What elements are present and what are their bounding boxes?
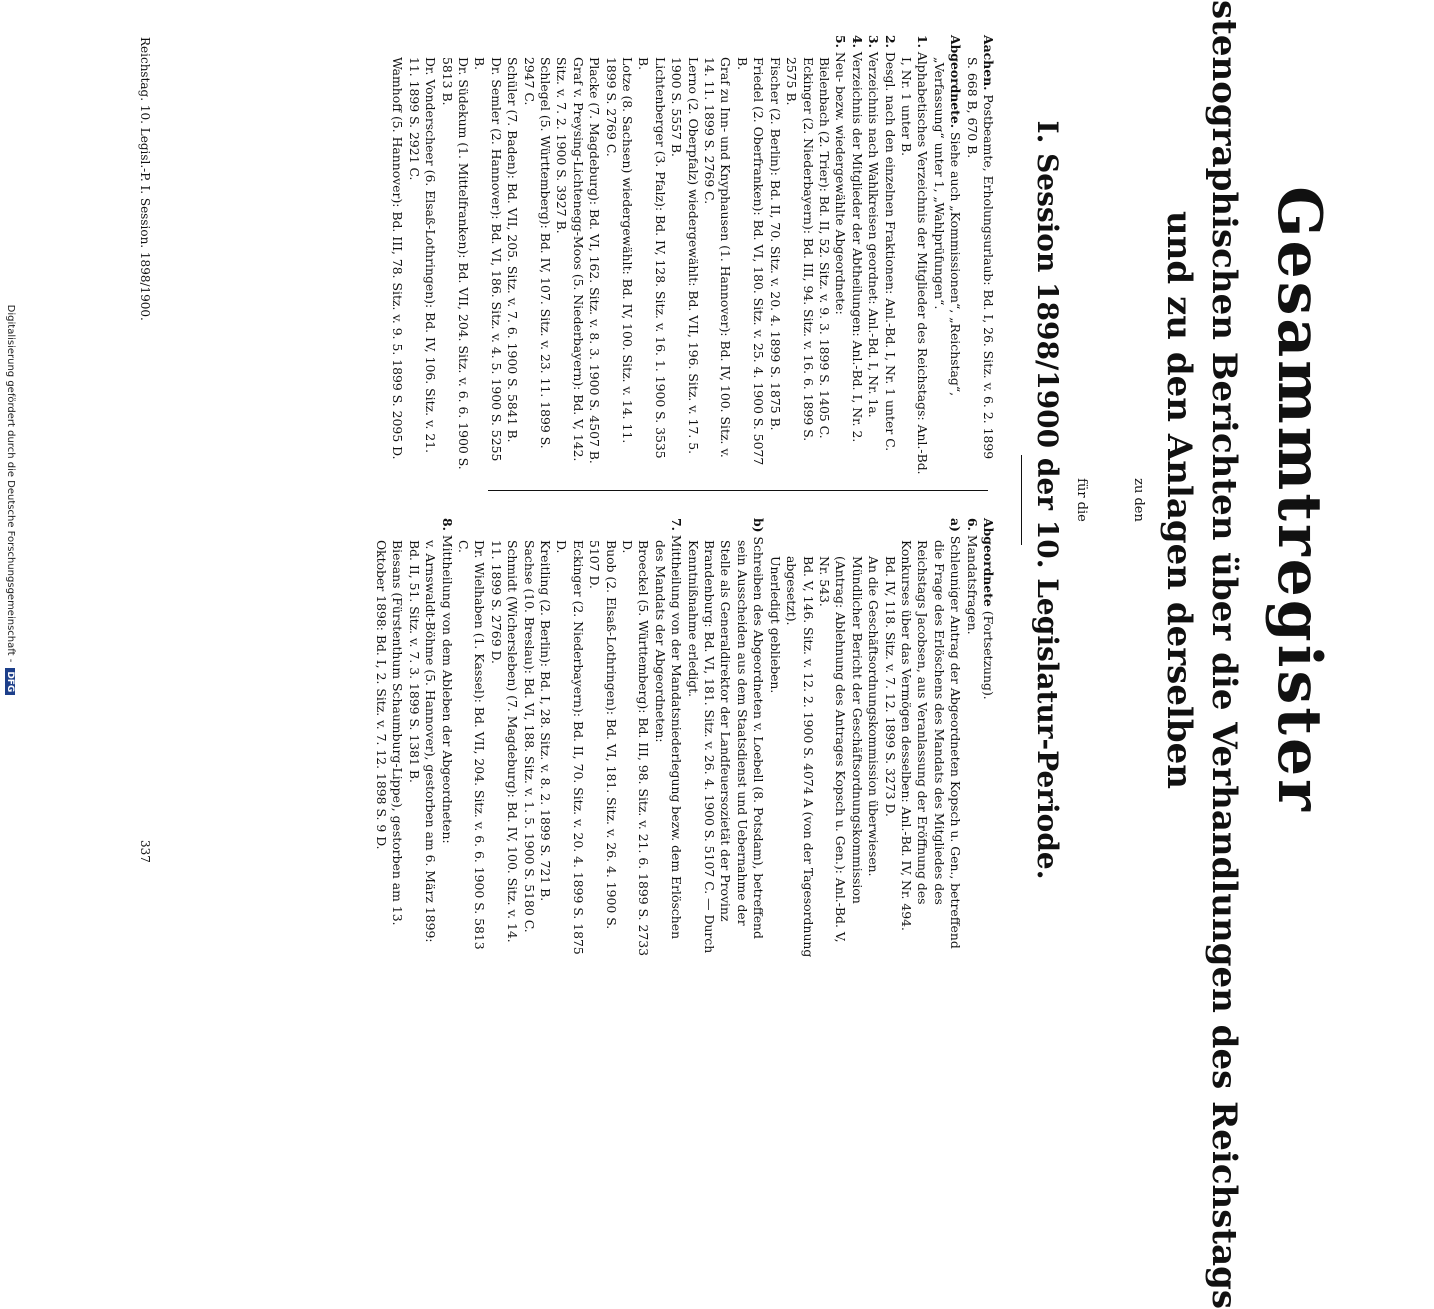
entry [520, 518, 536, 958]
entry-text: Bielenbach (2. Trier): Bd. II, 52. Sitz. v. 9. 3. 1899 S. 1405 C. [816, 57, 832, 439]
entry-text: Mittheilung von dem Ableben der Abgeordneten: [439, 534, 455, 844]
entry [520, 35, 553, 475]
entry [963, 518, 979, 958]
entry-text: Lerno (2. Oberpfalz) wiedergewählt: Bd. VII, 196. Sitz. v. 17. 5. 1900 S. 5557 B. [669, 57, 701, 455]
entry [553, 518, 586, 958]
entry-text: Bd. V, 146. Sitz. v. 12. 2. 1900 S. 4074 A (von der Tagesordnung abgesetzt). [784, 556, 816, 958]
entry-text: Neu- bezw. wiedergewählte Abgeordnete: [833, 51, 849, 315]
entry-head: a) [948, 518, 964, 532]
entry [783, 518, 816, 958]
entry-head: 4. [849, 35, 865, 48]
entry-text: Verzeichnis nach Wahlkreisen geordnet: Anl.-Bd. I, Nr. 1a. [866, 51, 882, 418]
entry-text: Verzeichnis der Mitglieder der Abtheilungen: Anl.-Bd. I, Nr. 2. [849, 51, 865, 443]
entry [471, 35, 504, 475]
entry [651, 518, 684, 958]
entry-head: Abgeordnete [981, 518, 996, 607]
entry [930, 35, 963, 475]
entry [455, 518, 488, 958]
entry [405, 518, 438, 958]
entry [701, 35, 734, 475]
left-column [389, 35, 996, 475]
entry-head: 7. [669, 518, 685, 531]
entry-text: Dr. Vonderscheer (6. Elsaß-Lothringen): Bd. IV, 106. Sitz. v. 21. 11. 1899 S. 2921 C. [406, 57, 439, 454]
entry [783, 35, 816, 475]
dfg-logo: DFG [5, 668, 15, 695]
page-number: 337 [138, 840, 152, 863]
entry [766, 518, 782, 958]
entry-text: Dr. Wielhaben (1. Kassel): Bd. VII, 204. Sitz. v. 6. 6. 1900 S. 5813 C. [456, 540, 488, 950]
entry [816, 518, 865, 958]
entry [668, 35, 701, 475]
entry-text: Eckinger (2. Niederbayern): Bd. II, 70. Sitz. v. 20. 4. 1899 S. 1875 D. [554, 540, 586, 955]
title-fuer-die: für die [1074, 478, 1089, 522]
title-session: I. Session 1898/1900 der 10. Legislatur-Periode. [1031, 120, 1064, 880]
entry-text: Kreitling (2. Berlin): Bd. I, 28. Sitz. v. 8. 2. 1899 S. 721 B. [538, 540, 554, 902]
entry-text: Wamhoff (5. Hannover): Bd. III, 78. Sitz. v. 9. 5. 1899 S. 2095 D. [390, 57, 406, 460]
entry-text: v. Arnswaldt-Böhme (5. Hannover), gestorben am 6. März 1899: Bd. II, 51. Sitz. v. 7. 3. 1899 S. 1381 B. [406, 540, 439, 943]
entry-text: Placke (7. Magdeburg): Bd. VI, 162. Sitz. v. 8. 3. 1900 S. 4507 B. [587, 57, 603, 464]
entry [734, 35, 767, 475]
entry-head: 6. [964, 518, 980, 531]
entry-text: Bd. IV, 118. Sitz. v. 7. 12. 1899 S. 3273 D. [882, 556, 898, 817]
entry-text: An die Geschäftsordnungskommission überwiesen. [866, 556, 882, 877]
title-zu-den: zu den [1131, 478, 1146, 522]
entry [438, 35, 471, 475]
entry [848, 35, 864, 475]
entry [602, 35, 635, 475]
entry-text: Schreiben des Abgeordneten v. Loebell (8. Potsdam), betreffend sein Ausscheiden aus dem Staatsdienst und Uebernahme der Stelle als Generaldirektor der Landfeuersozietät der Provinz Brandenburg: Bd. VI, 181. Sitz. v. 26. 4. 1900 S. 5107 C. — Durch Kenntnißnahme erledigt. [685, 536, 767, 954]
entry-text: Eckinger (2. Niederbayern): Bd. III, 94. Sitz. v. 16. 6. 1899 S. 2575 B. [784, 57, 816, 442]
entry-text: (Fortsetzung). [981, 610, 996, 700]
digitization-note [5, 0, 16, 1000]
entry-text: Sachse (10. Breslau): Bd. VI, 188. Sitz. v. 1. 5. 1900 S. 5180 C. [521, 540, 537, 933]
title-line-2: und zu den Anlagen derselben [1159, 210, 1199, 790]
entry-text: Dr. Südekum (1. Mittelfranken): Bd. VII, 204. Sitz. v. 6. 6. 1900 S. 5813 B. [439, 57, 471, 470]
entry-head: 8. [439, 518, 455, 531]
entry-head: 2. [882, 35, 898, 48]
entry-text: Graf zu Inn- und Knyphausen (1. Hannover): Bd. IV, 100. Sitz. v. 14. 11. 1899 S. 2769 C. [702, 57, 734, 458]
entry [865, 518, 881, 958]
entry [963, 35, 996, 475]
entry [504, 35, 520, 475]
entry-head: b) [751, 518, 767, 533]
entry [881, 35, 897, 475]
entry-head: 5. [833, 35, 849, 48]
entry-head: Aachen. [981, 35, 996, 91]
entry-text: Biesans (Fürstenthum Schaumburg-Lippe), gestorben am 13. Oktober 1898: Bd. I, 2. Sitz. v. 7. 12. 1898 S. 9 D. [373, 540, 406, 926]
right-column [373, 518, 996, 958]
entry [865, 35, 881, 475]
entry-text: Schlegel (5. Württemberg): Bd. IV, 107. Sitz. v. 23. 11. 1899 S. 2947 C. [521, 57, 554, 449]
entry-text: Schmidt (Wichersleben) (7. Magdeburg): Bd. IV, 100. Sitz. v. 14. 11. 1899 S. 2769 D. [488, 540, 521, 943]
entry [537, 518, 553, 958]
footer-left: Reichstag. 10. Legisl.-P. I. Session. 1898/1900. [138, 37, 152, 321]
entry-text: Lichtenberger (3. Pfalz): Bd. IV, 128. Sitz. v. 16. 1. 1900 S. 3535 B. [636, 57, 668, 459]
title-line-1: stenographischen Berichten über die Verhandlungen des Reichstags [1204, 0, 1244, 1309]
entry [635, 35, 668, 475]
entry-head: Abgeordnete. [948, 35, 964, 129]
entry-text: Unerledigt geblieben. [767, 556, 783, 694]
title-rule [1021, 455, 1022, 545]
entry [438, 518, 454, 958]
entry-text: Graf v. Preysing-Lichtenegg-Moos (5. Niederbayern): Bd. V, 142. Sitz. v. 7. 2. 1900 S. 3927 B. [554, 57, 586, 462]
entry [586, 35, 602, 475]
entry-text: Fischer (2. Berlin): Bd. II, 70. Sitz. v. 20. 4. 1899 S. 1875 B. [767, 57, 783, 431]
entry-text: Schleuniger Antrag der Abgeordneten Kopsch u. Gen., betreffend die Frage des Erlöschens des Mandats des Mitgliedes des Reichstags Jacobsen, aus Veranlassung der Eröffnung des Konkurses über das Vermögen desselben: Anl.-Bd. IV, Nr. 494. [898, 535, 964, 949]
register-title: Gesammtregister [1264, 186, 1334, 814]
entry [980, 518, 996, 958]
entry-text: Desgl. nach den einzelnen Fraktionen: Anl.-Bd. I, Nr. 1 unter C. [882, 51, 898, 452]
entry [816, 35, 832, 475]
entry [881, 518, 897, 958]
entry-text: Schüler (7. Baden): Bd. VII, 205. Sitz. v. 7. 6. 1900 S. 5841 B. [505, 57, 521, 443]
digitization-text: Digitalisierung gefördert durch die Deutsche Forschungsgemeinschaft - [5, 304, 16, 663]
entry [898, 35, 931, 475]
entry-text: Alphabetisches Verzeichnis der Mitglieder des Reichstags: Anl.-Bd. I, Nr. 1 unter B. [898, 51, 931, 475]
entry [553, 35, 586, 475]
entry [619, 518, 652, 958]
entry [405, 35, 438, 475]
column-rule [488, 490, 988, 491]
entry-text: Broeckel (5. Württemberg): Bd. III, 98. Sitz. v. 21. 6. 1899 S. 2733 D. [620, 540, 652, 957]
entry-text: Mündlicher Bericht der Geschäftsordnungskommission (Antrag: Ablehnung des Antrages Kopsch u. Gen.): Anl.-Bd. V, Nr. 543. [816, 556, 865, 943]
entry [487, 518, 520, 958]
entry-text: Lotze (8. Sachsen) wiedergewählt: Bd. IV, 100. Sitz. v. 14. 11. 1899 S. 2769 C. [603, 57, 636, 444]
entry [766, 35, 782, 475]
entry [373, 518, 406, 958]
entry-text: Friedel (2. Oberfranken): Bd. VI, 180. Sitz. v. 25. 4. 1900 S. 5077 B. [734, 57, 767, 466]
entry [684, 518, 766, 958]
entry [898, 518, 964, 958]
entry-text: Dr. Semler (2. Hannover): Bd. VI, 186. Sitz. v. 4. 5. 1900 S. 5255 B. [472, 57, 504, 462]
entry-text: Buob (2. Elsaß-Lothringen): Bd. VI, 181. Sitz. v. 26. 4. 1900 S. 5107 D. [587, 540, 619, 930]
entry-head: 3. [866, 35, 882, 48]
entry-head: 1. [915, 35, 931, 48]
entry [389, 35, 405, 475]
entry-text: Mandatsfragen. [964, 534, 980, 635]
entry-text: Postbeamte, Erholungsurlaub: Bd. I, 26. Sitz. v. 6. 2. 1899 S. 668 B, 670 B. [964, 57, 996, 460]
entry [832, 35, 848, 475]
entry-text: Mittheilung von der Mandatsniederlegung bezw. dem Erlöschen des Mandats der Abgeordneten: [652, 534, 685, 940]
entry-text: Siehe auch „Kommissionen“, „Reichstag“, „Verfassung“ unter 1, „Wahlprüfungen“. [931, 57, 964, 397]
entry [586, 518, 619, 958]
